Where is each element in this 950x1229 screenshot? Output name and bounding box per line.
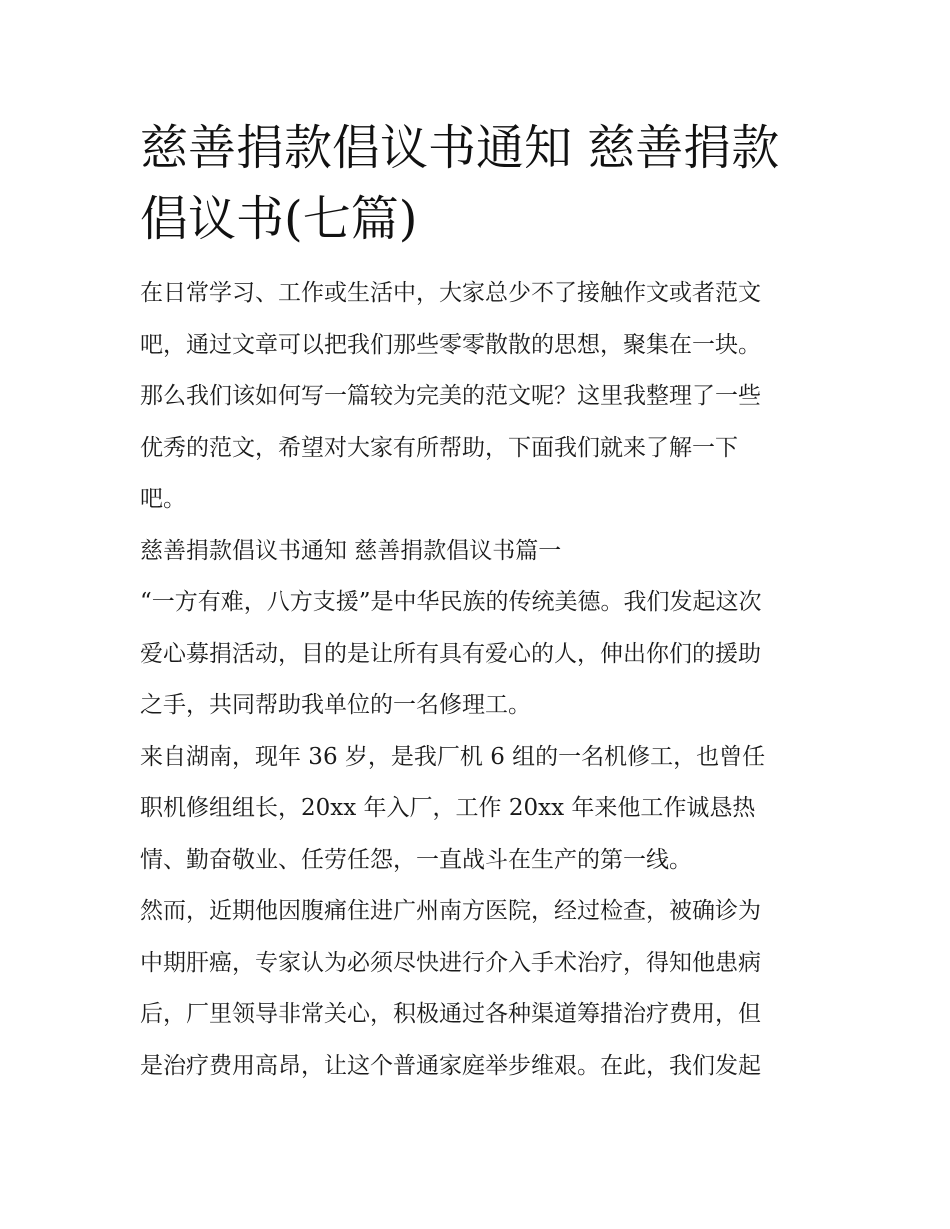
body-paragraph-2	[140, 732, 820, 887]
text-line: 中期肝癌，专家认为必须尽快进行介入手术治疗，得知他患病	[140, 949, 761, 976]
document-title	[140, 113, 820, 255]
body-paragraph-1	[140, 577, 820, 732]
text-line: “一方有难，八方支援”是中华民族的传统美德。我们发起这次	[140, 589, 762, 615]
text-line: 优秀的范文，希望对大家有所帮助，下面我们就来了解一下	[140, 434, 738, 461]
text-line: 是治疗费用高昂，让这个普通家庭举步维艰。在此，我们发起	[140, 1052, 761, 1079]
text-line: 吧，通过文章可以把我们那些零零散散的思想，聚集在一块。	[140, 331, 761, 358]
text-line: 情、勤奋敬业、任劳任怨，一直战斗在生产的第一线。	[140, 846, 692, 873]
text-line: 来自湖南，现年 36 岁，是我厂机 6 组的一名机修工，也曾任	[140, 743, 766, 770]
text-line: 职机修组组长，20xx 年入厂，工作 20xx 年来他工作诚恳热	[140, 795, 756, 821]
text-line: 在日常学习、工作或生活中，大家总少不了接触作文或者范文	[140, 280, 761, 306]
body-paragraph-3	[140, 886, 820, 1092]
title-line: 慈善捐款倡议书通知 慈善捐款	[140, 120, 780, 176]
intro-paragraph	[140, 268, 820, 526]
text-line: 那么我们该如何写一篇较为完美的范文呢？这里我整理了一些	[140, 383, 761, 409]
text-line: 之手，共同帮助我单位的一名修理工。	[140, 692, 531, 718]
text-line: 吧。	[140, 486, 186, 512]
text-line: 慈善捐款倡议书通知 慈善捐款倡议书篇一	[140, 537, 562, 564]
text-line: 然而，近期他因腹痛住进广州南方医院，经过检查，被确诊为	[140, 898, 761, 924]
section-heading	[140, 526, 820, 578]
text-line: 后，厂里领导非常关心，积极通过各种渠道筹措治疗费用，但	[140, 1001, 761, 1027]
text-line: 爱心募捐活动，目的是让所有具有爱心的人，伸出你们的援助	[140, 640, 761, 667]
title-line: 倡议书(七篇)	[140, 191, 418, 247]
document-content	[140, 113, 820, 1092]
document-body	[140, 268, 820, 1092]
